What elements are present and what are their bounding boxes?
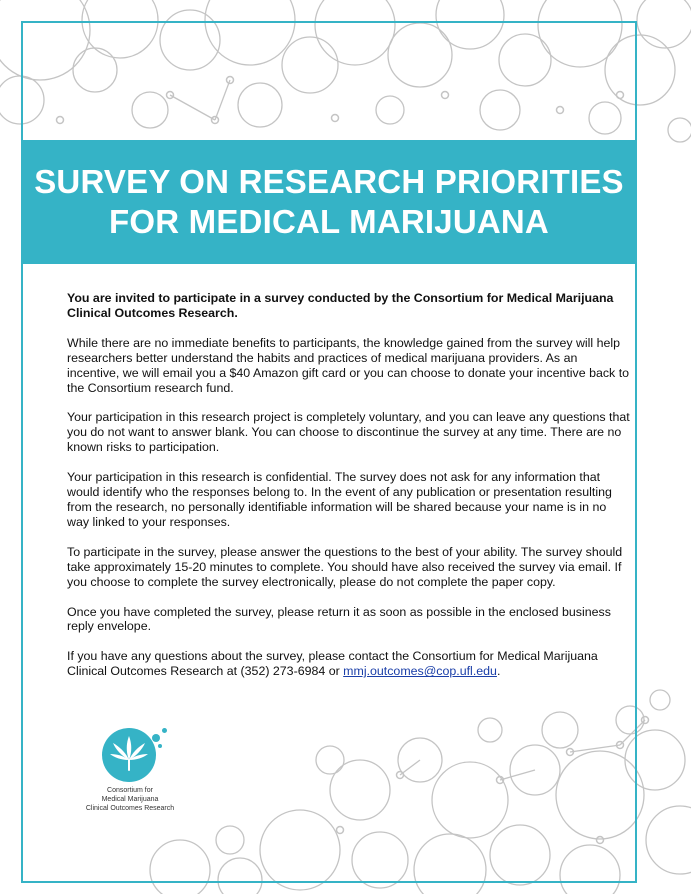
logo-dot-tiny [158, 744, 162, 748]
decor-circle [650, 690, 670, 710]
logo-dot-large [152, 734, 160, 742]
logo-text-line-1: Consortium for [107, 787, 153, 794]
contact-paragraph [67, 649, 630, 679]
voluntary-paragraph: Your participation in this research project is completely voluntary, and you can leave any questions that you do not want to answer blank. You can choose to discontinue the survey at any time. There are no known risks to participation. [67, 410, 630, 455]
title-line-1: SURVEY ON RESEARCH PRIORITIES [34, 163, 624, 200]
return-paragraph: Once you have completed the survey, please return it as soon as possible in the enclosed business reply envelope. [67, 604, 611, 634]
logo-text [68, 786, 192, 813]
letter-body [67, 291, 630, 694]
logo-text-line-3: Clinical Outcomes Research [85, 805, 175, 812]
decor-circle [646, 806, 691, 874]
confidentiality-paragraph: Your participation in this research is confidential. The survey does not ask for any information that would identify who the responses belong to. In the event of any publication or presentation resulting from the research, no personally identifiable information will be shared because your name is in no way linked to your responses. [67, 470, 612, 529]
title-line-2: FOR MEDICAL MARIJUANA [109, 203, 549, 240]
title-banner [21, 140, 637, 264]
instructions-paragraph: To participate in the survey, please answer the questions to the best of your ability. The survey should take approximately 15-20 minutes to complete. You should have also received the survey via email. If you choose to complete the survey electronically, please do not complete the paper copy. [67, 544, 623, 589]
logo-badge [102, 728, 156, 782]
benefits-paragraph: While there are no immediate benefits to participants, the knowledge gained from the survey will help researchers better understand the habits and practices of medical marijuana providers. As an incentive, we will email you a $40 Amazon gift card or you can choose to donate your incentive back to the Consortium research fund. [67, 335, 630, 395]
intro-paragraph: You are invited to participate in a survey conducted by the Consortium for Medical Marijuana Clinical Outcomes Research. [67, 291, 614, 320]
cannabis-leaf-icon [102, 728, 156, 782]
logo-dot-small [162, 728, 167, 733]
contact-end: . [496, 664, 501, 679]
decor-circle [668, 118, 691, 142]
contact-email-link[interactable]: mmj.outcomes@cop.ufl.edu [343, 664, 497, 679]
contact-text: If you have any questions about the survey, please contact the Consortium for Medical Marijuana Clinical Outcomes Research at (352) 273-6984 or [67, 649, 598, 679]
decor-circle [637, 0, 691, 48]
logo-text-line-2: Medical Marijuana [101, 796, 159, 803]
consortium-logo [68, 728, 192, 818]
